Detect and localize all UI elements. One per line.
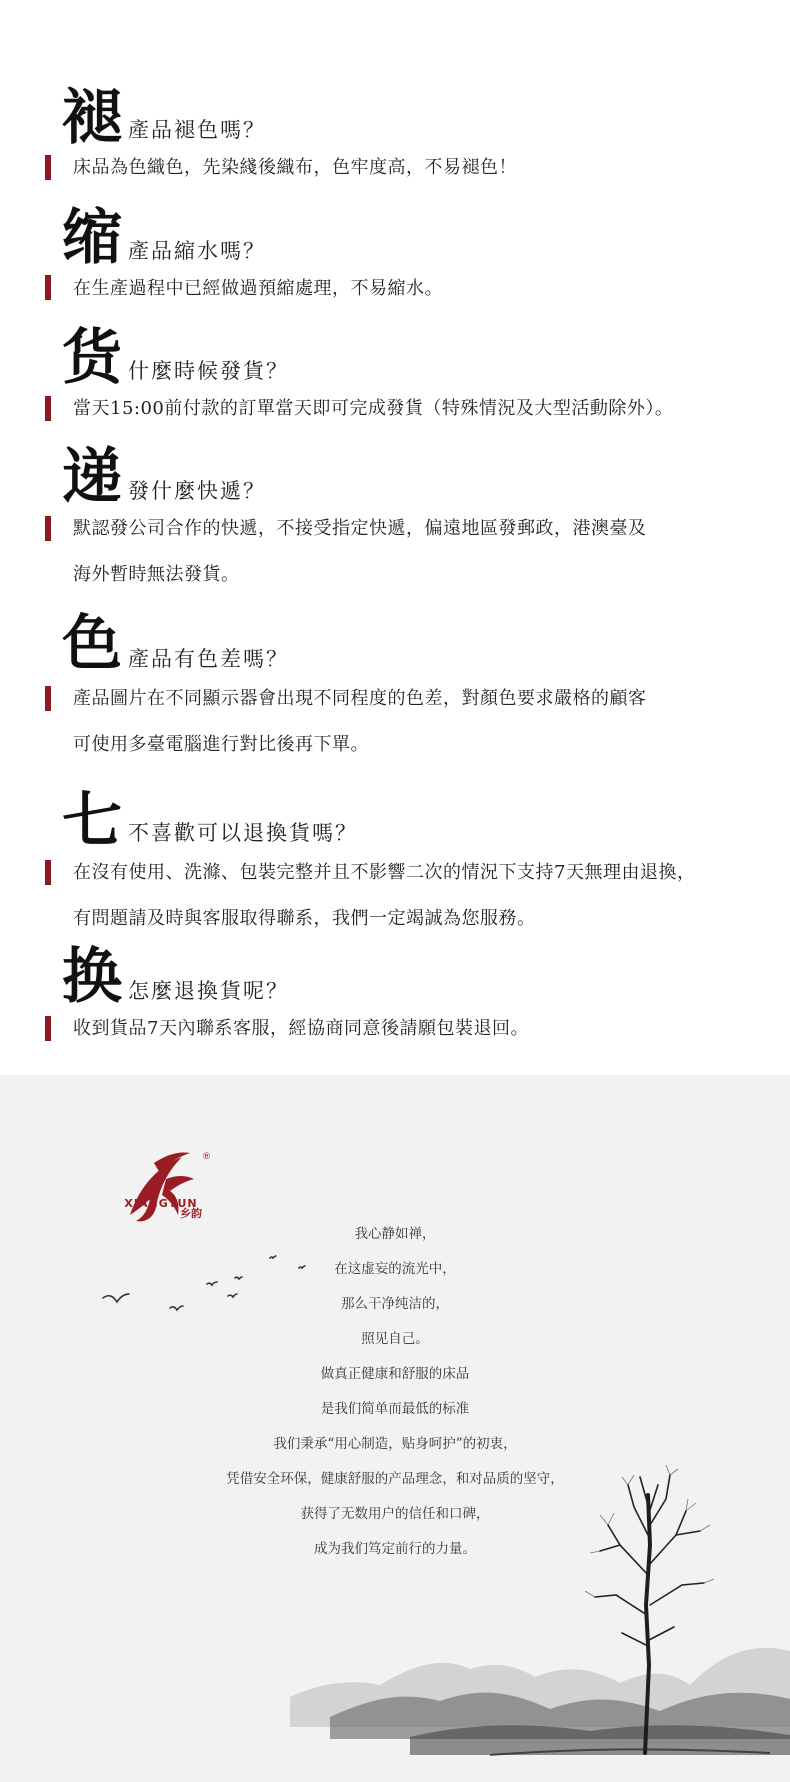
poem-line: 是我们简单而最低的标准 <box>320 1401 470 1417</box>
logo-chinese-text: 乡韵 <box>180 1207 202 1220</box>
faq-answer-line: 有問題請及時與客服取得聯系，我們一定竭誠為您服務。 <box>73 908 536 929</box>
poem-line: 我心静如禅， <box>354 1226 436 1242</box>
red-bar-marker <box>45 1016 51 1041</box>
faq-big-char: 货 <box>62 323 122 393</box>
poem-line: 我们秉承“用心制造，贴身呵护”的初衷， <box>273 1436 517 1452</box>
faq-question: 什麼時候發貨？ <box>128 359 289 383</box>
poem-line: 那么干净纯洁的， <box>341 1296 449 1312</box>
faq-answer <box>73 506 763 598</box>
faq-answer <box>73 145 763 191</box>
faq-question: 發什麼快遞？ <box>128 479 266 503</box>
faq-answer-line: 默認發公司合作的快遞，不接受指定快遞，偏遠地區發郵政，港澳臺及 <box>73 518 647 539</box>
faq-answer <box>73 1006 763 1052</box>
faq-big-char: 七 <box>62 786 122 856</box>
red-bar-marker <box>45 516 51 541</box>
faq-answer <box>73 850 763 942</box>
red-bar-marker <box>45 155 51 180</box>
red-bar-marker <box>45 860 51 885</box>
faq-answer-line: 可使用多臺電腦進行對比後再下單。 <box>73 734 369 755</box>
ink-landscape-illustration <box>290 1455 790 1782</box>
logo-english-text: XIANGYUN <box>124 1197 198 1210</box>
faq-big-char: 递 <box>62 442 122 512</box>
faq-answer-line: 海外暫時無法發貨。 <box>73 564 240 585</box>
faq-big-char: 缩 <box>62 203 122 273</box>
poem-line: 成为我们笃定前行的力量。 <box>314 1541 476 1557</box>
red-bar-marker <box>45 686 51 711</box>
faq-answer <box>73 266 763 312</box>
faq-answer-line: 收到貨品7天內聯系客服，經協商同意後請願包裝退回。 <box>73 1018 529 1039</box>
faq-answer-line: 當天15:00前付款的訂單當天即可完成發貨（特殊情況及大型活動除外）。 <box>73 398 674 419</box>
faq-question: 產品縮水嗎？ <box>128 239 266 263</box>
faq-question: 不喜歡可以退換貨嗎？ <box>128 821 358 845</box>
poem-line: 凭借安全环保，健康舒服的产品理念，和对品质的坚守， <box>226 1471 564 1487</box>
faq-big-char: 换 <box>62 942 122 1012</box>
faq-answer <box>73 676 763 768</box>
faq-answer-line: 床品為色織色，先染綫後織布，色牢度高，不易褪色！ <box>73 157 517 178</box>
faq-big-char: 色 <box>62 609 122 679</box>
poem-line: 获得了无数用户的信任和口碑， <box>300 1506 490 1522</box>
poem-line: 在这虚妄的流光中， <box>334 1261 456 1277</box>
faq-question: 產品有色差嗎？ <box>128 647 289 671</box>
faq-answer-line: 在生產過程中已經做過預縮處理，不易縮水。 <box>73 278 443 299</box>
red-bar-marker <box>45 275 51 300</box>
poem-line: 照见自己。 <box>361 1331 429 1347</box>
registered-mark: ® <box>202 1152 211 1162</box>
faq-answer-line: 產品圖片在不同顯示器會出現不同程度的色差，對顏色要求嚴格的顧客 <box>73 688 647 709</box>
faq-answer-line: 在沒有使用、洗滌、包裝完整并且不影響二次的情況下支持7天無理由退換， <box>73 862 696 883</box>
faq-big-char: 褪 <box>62 83 122 153</box>
red-bar-marker <box>45 396 51 421</box>
poem-line: 做真正健康和舒服的床品 <box>320 1366 470 1382</box>
faq-question: 怎麼退換貨呢？ <box>128 979 289 1003</box>
faq-question: 產品褪色嗎？ <box>128 118 266 142</box>
faq-answer <box>73 386 763 432</box>
